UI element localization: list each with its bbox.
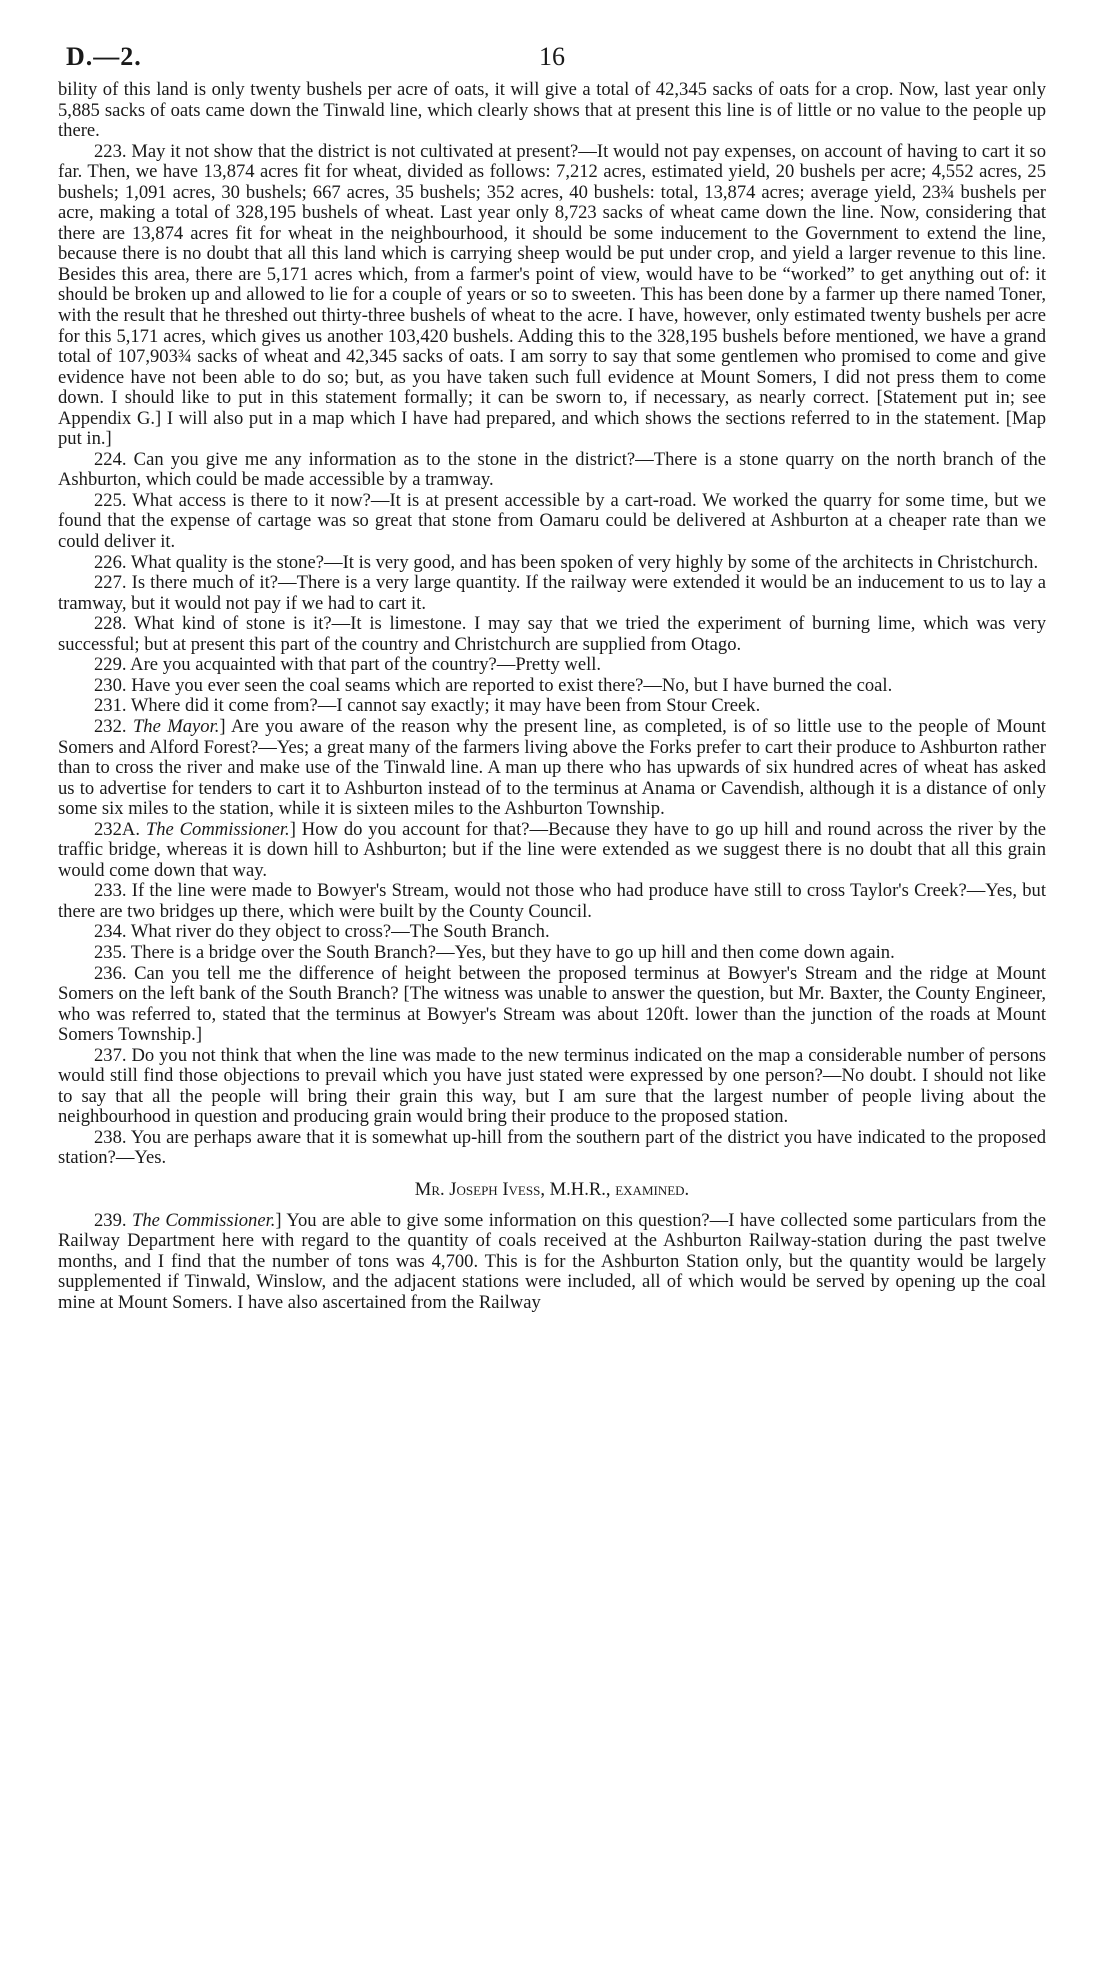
question-number: 232. <box>94 715 127 737</box>
paragraph-text: If the line were made to Bowyer's Stream, would not those who had produce have still to cross Taylor's Creek?—Yes, but there are two bridges up there, which were built by the County Council. <box>58 880 1046 922</box>
paragraph-text: Can you tell me the difference of height between the proposed terminus at Bowyer's Stream and the ridge at Mount Somers on the left bank of the South Branch? [The witness was unable to answer the question, but Mr. Baxter, the County Engineer, who was referred to, stated that the terminus at Bowyer's Stream was about 120ft. lower than the junction of the roads at Mount Somers Township.] <box>58 962 1046 1046</box>
evidence-paragraph <box>58 614 1046 655</box>
evidence-paragraph <box>58 450 1046 491</box>
question-number: 238. <box>94 1126 127 1148</box>
paragraph-text: Are you acquainted with that part of the country?—Pretty well. <box>130 654 602 676</box>
speaker-name: The Commissioner. <box>145 818 290 840</box>
evidence-paragraph <box>58 142 1046 450</box>
witness-heading: Mr. Joseph Ivess, M.H.R., examined. <box>414 1178 690 1200</box>
paragraph-text: Have you ever seen the coal seams which are reported to exist there?—No, but I have burned the coal. <box>131 674 893 696</box>
question-number: 229. <box>94 654 127 676</box>
question-number: 233. <box>94 880 127 902</box>
paragraph-text: What quality is the stone?—It is very good, and has been spoken of very highly by some of the architects in Christchurch. <box>130 551 1039 573</box>
evidence-paragraph <box>58 696 1046 717</box>
paragraph-text: How do you account for that?—Because they have to go up hill and round across the river by the traffic bridge, whereas it is down hill to Ashburton; but if the line were extended as we suggest there is no doubt that all this grain would come down that way. <box>58 818 1046 881</box>
paragraph-text: May it not show that the district is not cultivated at present?—It would not pay expenses, on account of having to cart it so far. Then, we have 13,874 acres fit for wheat, divided as follows: 7,212 acres, estimated yield, 20 bushels per acre; 4,552 acres, 25 bushels; 1,091 acres, 30 bushels; 667 acres, 35 bushels; 352 acres, 40 bushels: total, 13,874 acres; average yield, 23¾ bushels per acre, making a total of 328,195 bushels of wheat. Last year only 8,723 sacks of wheat came down the line. Now, considering that there are 13,874 acres fit for wheat in the neighbourhood, it should be some inducement to the Government to extend the line, because there is no doubt that all this land which is carrying sheep would be put under crop, and yield a larger revenue to this line. Besides this area, there are 5,171 acres which, from a farmer's point of view, would have to be “worked” to get anything out of: it should be broken up and allowed to lie for a couple of years or so to sweeten. This has been done by a farmer up there named Toner, with the result that he threshed out thirty-three bushels of wheat to the acre. I have, however, only estimated twenty bushels per acre for this 5,171 acres, which gives us another 103,420 bushels. Adding this to the 328,195 bushels before mentioned, we have a grand total of 107,903¾ sacks of wheat and 42,345 sacks of oats. I am sorry to say that some gentlemen who promised to come and give evidence have not been able to do so; but, as you have taken such full evidence at Mount Somers, I did not press them to come down. I should like to put in this statement formally; it can be sworn to, if necessary, as nearly correct. [Statement put in; see Appendix G.] I will also put in a map which I have had prepared, and which shows the sections referred to in the statement. [Map put in.] <box>58 140 1046 450</box>
evidence-paragraph <box>58 1128 1046 1169</box>
evidence-paragraph <box>58 491 1046 553</box>
paragraph-text: Where did it come from?—I cannot say exactly; it may have been from Stour Creek. <box>130 695 761 717</box>
evidence-paragraph: 239. The Commissioner.] You are able to give some information on this question?—I have collected some particulars from the Railway Department here with regard to the quantity of coals received at the Ashburton Railway-station during the past twelve months, and I find that the number of tons was 4,700. This is for the Ashburton Station only, but the quantity would be largely supplemented if Tinwald, Winslow, and the adjacent stations were included, all of which would be served by opening up the coal mine at Mount Somers. I have also ascertained from the Railway <box>58 1209 1046 1313</box>
paragraph-text: Are you aware of the reason why the present line, as completed, is of so little use to the people of Mount Somers and Alford Forest?—Yes; a great many of the farmers living above the Forks prefer to cart their produce to Ashburton rather than to cross the river and make use of the Tinwald line. A man up there who has upwards of six hundred acres of wheat has asked us to advertise for tenders to cart it to Ashburton instead of to the terminus at Anama or Cavendish, although it is a distance of only some six miles to the station, while it is sixteen miles to the Ashburton Township. <box>58 715 1046 820</box>
question-number: 230. <box>94 674 127 696</box>
evidence-paragraph <box>58 1046 1046 1128</box>
evidence-paragraphs-after <box>58 1211 1046 1314</box>
question-number: 226. <box>94 551 127 573</box>
question-number: 231. <box>94 695 127 717</box>
paragraph-text: What kind of stone is it?—It is limestone. I may say that we tried the experiment of burning lime, which was very successful; but at present this part of the country and Christchurch are supplied from Otago. <box>58 613 1047 655</box>
paragraph-text: Is there much of it?—There is a very large quantity. If the railway were extended it would be an inducement to us to lay a tramway, but it would not pay if we had to cart it. <box>58 572 1046 614</box>
paragraph-text: What river do they object to cross?—The South Branch. <box>130 921 550 943</box>
paragraph-text: bility of this land is only twenty bushels per acre of oats, it will give a total of 42,345 sacks of oats for a crop. Now, last year only 5,885 sacks of oats came down the Tinwald line, which clearly shows that at present this line is of little or no value to the people up there. <box>58 79 1046 142</box>
question-number: 234. <box>94 921 127 943</box>
evidence-paragraph <box>58 655 1046 676</box>
evidence-paragraph: 232. The Mayor.] Are you aware of the reason why the present line, as completed, is of so little use to the people of Mount Somers and Alford Forest?—Yes; a great many of the farmers living above the Forks prefer to cart their produce to Ashburton rather than to cross the river and make use of the Tinwald line. A man up there who has upwards of six hundred acres of wheat has asked us to advertise for tenders to cart it to Ashburton instead of to the terminus at Anama or Cavendish, although it is a distance of only some six miles to the station, while it is sixteen miles to the Ashburton Township. <box>58 715 1046 820</box>
evidence-paragraph <box>58 80 1046 142</box>
paragraph-text: Do you not think that when the line was made to the new terminus indicated on the map a considerable number of persons would still find those objections to prevail which you have just stated were expressed by one person?—No doubt. I should not like to say that all the people will bring their grain this way, but I am sure that the largest number of people living about the neighbourhood in question and producing grain would bring their produce to the proposed station. <box>58 1044 1047 1128</box>
page-number: 16 <box>539 42 565 71</box>
document-page <box>58 40 1046 1313</box>
question-number: 237. <box>94 1044 127 1066</box>
paragraph-text: There is a bridge over the South Branch?—Yes, but they have to go up hill and then come down again. <box>130 941 895 963</box>
evidence-paragraph <box>58 676 1046 697</box>
question-number: 224. <box>94 448 127 470</box>
paragraph-text: What access is there to it now?—It is at present accessible by a cart-road. We worked the quarry for some time, but we found that the expense of cartage was so great that stone from Oamaru could be delivered at Ashburton at a cheaper rate than we could deliver it. <box>58 489 1047 553</box>
speaker-name: The Mayor. <box>132 715 220 737</box>
question-number: 235. <box>94 941 127 963</box>
speaker-name: The Commissioner. <box>132 1209 276 1231</box>
question-number: 225. <box>94 489 127 511</box>
evidence-paragraph <box>58 881 1046 922</box>
evidence-paragraph <box>58 964 1046 1046</box>
paragraph-text: You are able to give some information on this question?—I have collected some particulars from the Railway Department here with regard to the quantity of coals received at the Ashburton Railway-station during the past twelve months, and I find that the number of tons was 4,700. This is for the Ashburton Station only, but the quantity would be largely supplemented if Tinwald, Winslow, and the adjacent stations were included, all of which would be served by opening up the coal mine at Mount Somers. I have also ascertained from the Railway <box>58 1209 1046 1313</box>
question-number: 223. <box>94 140 127 162</box>
paragraph-text: Can you give me any information as to the stone in the district?—There is a stone quarry on the north branch of the Ashburton, which could be made accessible by a tramway. <box>58 448 1047 491</box>
paragraph-text: You are perhaps aware that it is somewhat up-hill from the southern part of the district you have indicated to the proposed station?—Yes. <box>58 1126 1046 1169</box>
evidence-paragraph <box>58 573 1046 614</box>
evidence-paragraph <box>58 943 1046 964</box>
evidence-paragraphs-before <box>58 80 1046 1169</box>
question-number: 239. <box>94 1209 127 1231</box>
evidence-paragraph: 232A. The Commissioner.] How do you account for that?—Because they have to go up hill and round across the river by the traffic bridge, whereas it is down hill to Ashburton; but if the line were extended as we suggest there is no doubt that all this grain would come down that way. <box>58 818 1046 881</box>
page-header <box>58 40 1046 80</box>
evidence-paragraph <box>58 553 1046 574</box>
document-reference: D.—2. <box>66 42 142 71</box>
question-number: 228. <box>94 613 127 635</box>
body-text <box>58 80 1046 1313</box>
question-number: 236. <box>94 962 127 984</box>
evidence-paragraph <box>58 922 1046 943</box>
question-number: 227. <box>94 572 127 594</box>
question-number: 232A. <box>94 818 140 840</box>
